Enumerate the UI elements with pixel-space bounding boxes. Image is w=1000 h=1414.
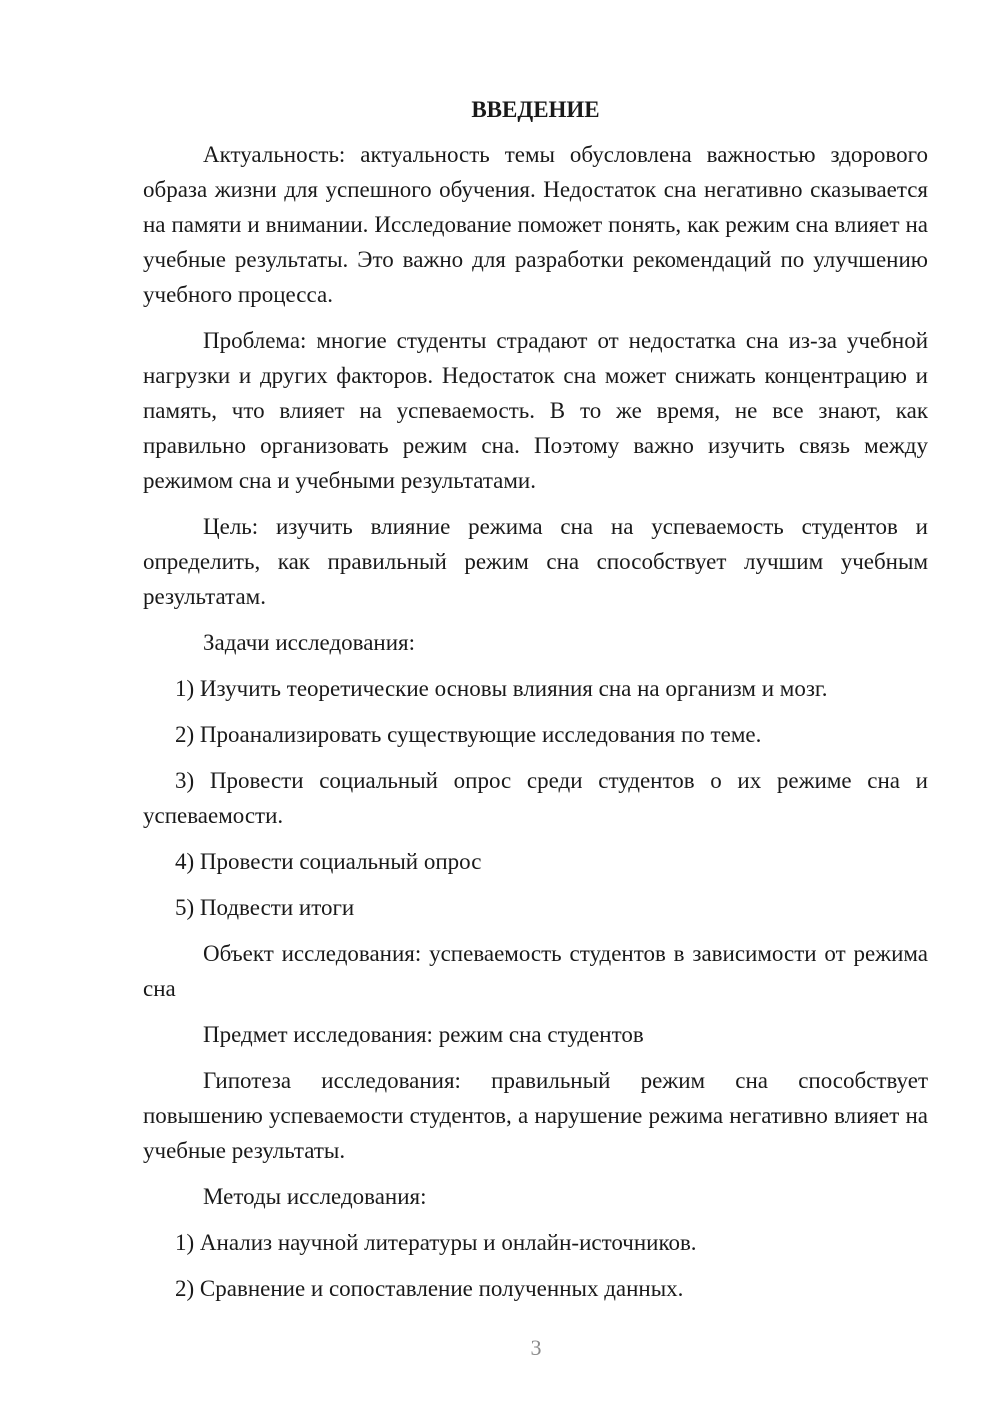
paragraph-methods-title: Методы исследования: xyxy=(203,1184,427,1209)
list-item-task-1: 1) Изучить теоретические основы влияния сна на организм и мозг. xyxy=(175,676,828,701)
paragraph-goal: Цель: изучить влияние режима сна на успеваемость студентов и определить, как правильный режим сна способствует лучшим учебным результатам. xyxy=(143,514,928,609)
list-item-task-5: 5) Подвести итоги xyxy=(175,895,355,920)
paragraph-tasks-title: Задачи исследования: xyxy=(203,630,416,655)
section-heading: ВВЕДЕНИЕ xyxy=(471,97,600,122)
paragraph-problem: Проблема: многие студенты страдают от недостатка сна из-за учебной нагрузки и других факторов. Недостаток сна может снижать концентрацию и память, что влияет на успеваемость. В то же время, не все знают, как правильно организовать режим сна. Поэтому важно изучить связь между режимом сна и учебными результатами. xyxy=(143,328,928,493)
paragraph-hypothesis: Гипотеза исследования: правильный режим сна способствует повышению успеваемости студентов, а нарушение режима негативно влияет на учебные результаты. xyxy=(143,1068,928,1163)
list-item-task-3: 3) Провести социальный опрос среди студентов о их режиме сна и успеваемости. xyxy=(143,768,928,828)
page-content xyxy=(143,92,928,1317)
list-item-method-2: 2) Сравнение и сопоставление полученных данных. xyxy=(175,1276,684,1301)
paragraph-object: Объект исследования: успеваемость студентов в зависимости от режима сна xyxy=(143,941,928,1001)
page-number: 3 xyxy=(530,1335,542,1360)
list-item-method-1: 1) Анализ научной литературы и онлайн-источников. xyxy=(175,1230,697,1255)
list-item-task-4: 4) Провести социальный опрос xyxy=(175,849,482,874)
paragraph-relevance: Актуальность: актуальность темы обусловлена важностью здорового образа жизни для успешного обучения. Недостаток сна негативно сказывается на памяти и внимании. Исследование поможет понять, как режим сна влияет на учебные результаты. Это важно для разработки рекомендаций по улучшению учебного процесса. xyxy=(143,142,928,307)
list-item-task-2: 2) Проанализировать существующие исследования по теме. xyxy=(175,722,762,747)
paragraph-subject: Предмет исследования: режим сна студентов xyxy=(203,1022,644,1047)
